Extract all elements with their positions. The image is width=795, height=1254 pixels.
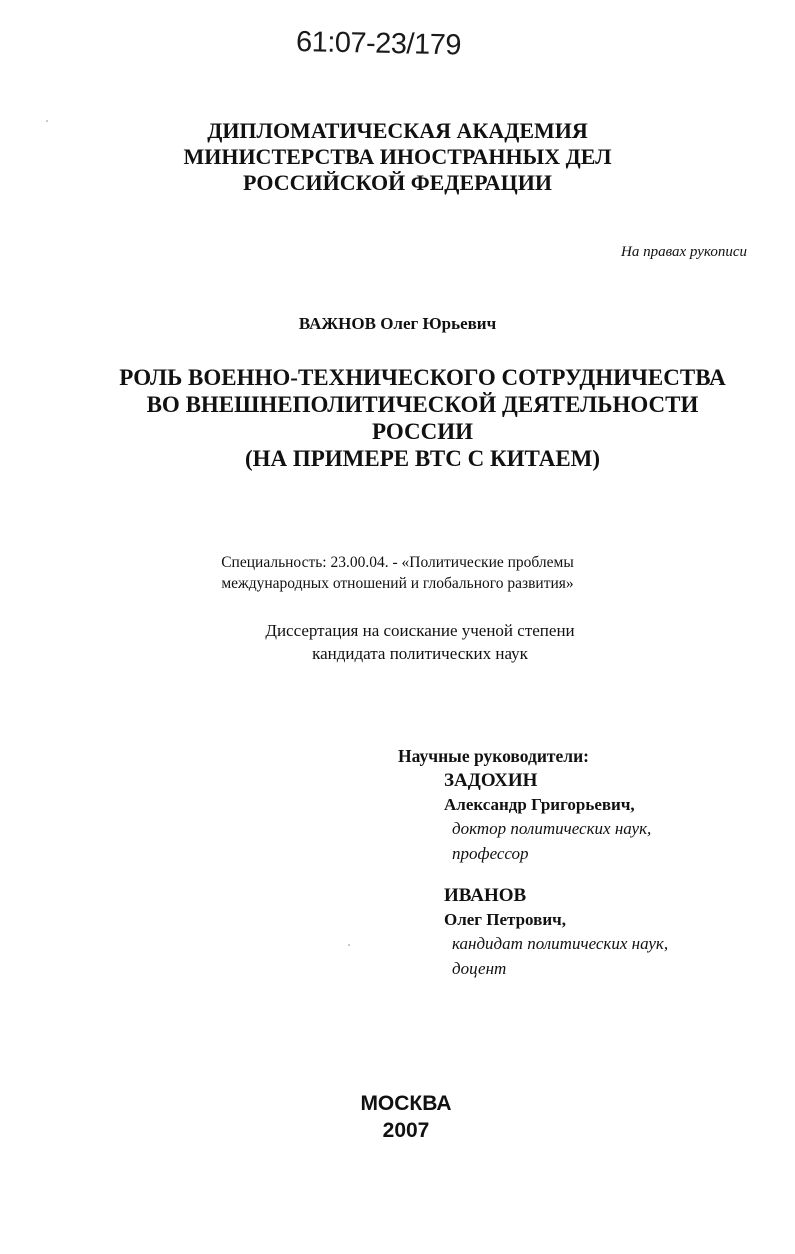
degree-line: Диссертация на соискание ученой степени — [265, 621, 575, 640]
supervisor-first-names: Олег Петрович, — [444, 910, 566, 929]
specialty-line: международных отношений и глобального развития» — [221, 575, 574, 592]
institution-line: ДИПЛОМАТИЧЕСКАЯ АКАДЕМИЯ — [207, 118, 588, 143]
supervisor-last-name: ЗАДОХИН — [444, 770, 538, 791]
degree-line: кандидата политических наук — [312, 644, 528, 663]
institution-line: РОССИЙСКОЙ ФЕДЕРАЦИИ — [243, 170, 552, 195]
supervisor — [444, 884, 668, 981]
supervisor-rank: профессор — [452, 844, 529, 863]
manuscript-rights-note: На правах рукописи — [621, 244, 747, 260]
author-name: ВАЖНОВ Олег Юрьевич — [298, 314, 497, 333]
year: 2007 — [382, 1119, 430, 1142]
supervisors-heading: Научные руководители: — [398, 746, 590, 766]
degree-statement — [0, 619, 795, 665]
scan-speck — [46, 120, 48, 122]
institution-name — [0, 118, 795, 196]
thesis-title — [0, 364, 795, 472]
scan-speck — [348, 944, 350, 946]
supervisors — [398, 746, 668, 981]
title-line: (НА ПРИМЕРЕ ВТС С КИТАЕМ) — [244, 446, 601, 471]
supervisor-first-names: Александр Григорьевич, — [444, 795, 635, 814]
specialty-line: Специальность: 23.00.04. - «Политические проблемы — [221, 554, 574, 571]
city: МОСКВА — [360, 1092, 452, 1115]
title-line: ВО ВНЕШНЕПОЛИТИЧЕСКОЙ ДЕЯТЕЛЬНОСТИ — [146, 392, 699, 417]
title-line: РОЛЬ ВОЕННО-ТЕХНИЧЕСКОГО СОТРУДНИЧЕСТВА — [119, 365, 726, 390]
supervisor-degree: доктор политических наук, — [452, 819, 652, 838]
specialty — [0, 552, 795, 594]
supervisor — [444, 769, 668, 866]
title-line: РОССИИ — [371, 419, 474, 444]
place-and-year — [0, 1090, 795, 1144]
supervisor-degree: кандидат политических наук, — [452, 934, 669, 953]
supervisor-rank: доцент — [452, 959, 507, 978]
supervisor-last-name: ИВАНОВ — [444, 885, 527, 906]
catalog-number: 61:07-23/179 — [295, 26, 462, 62]
institution-line: МИНИСТЕРСТВА ИНОСТРАННЫХ ДЕЛ — [183, 144, 612, 169]
